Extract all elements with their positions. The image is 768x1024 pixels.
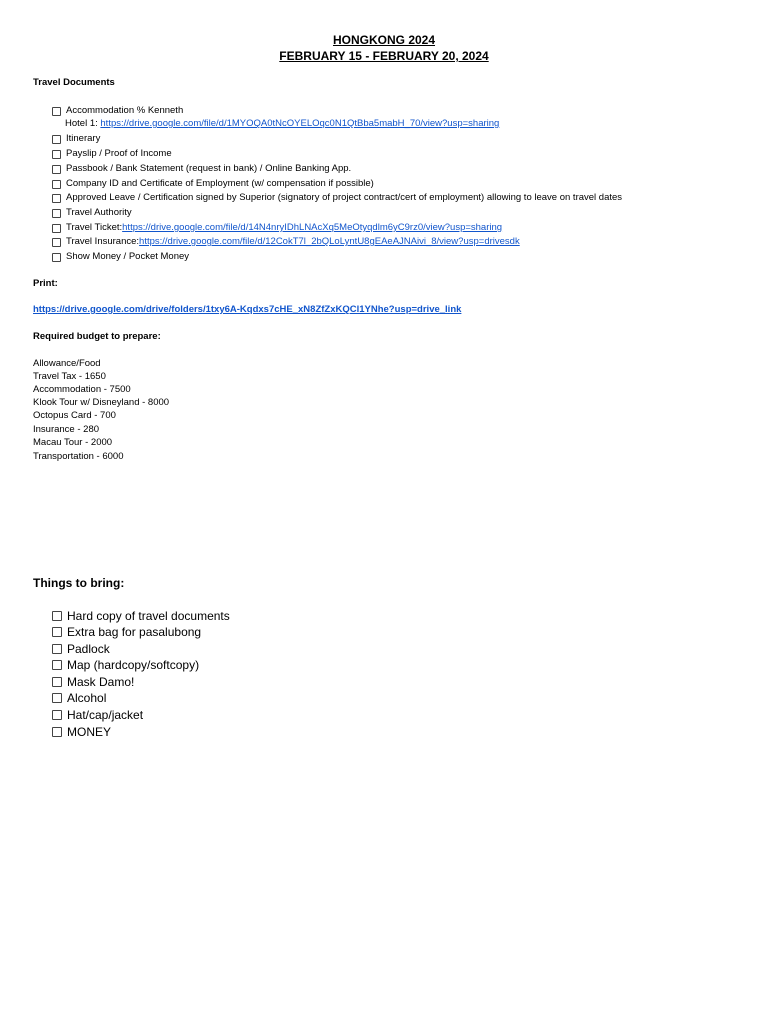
bring-item-label: Mask Damo! [67,675,135,689]
bring-item [52,708,143,722]
checkbox[interactable] [52,107,61,116]
checklist-item-show-money [52,251,189,263]
budget-item: Allowance/Food [33,358,101,369]
checklist-item-label: Travel Authority [66,207,132,218]
budget-item: Travel Tax - 1650 [33,371,106,382]
checklist-item-label: Company ID and Certificate of Employment (w/ compensation if possible) [66,178,374,189]
checklist-item-label: Passbook / Bank Statement (request in bank) / Online Banking App. [66,163,352,174]
bring-item [52,642,110,656]
checklist-item-itinerary [52,133,100,145]
bring-item-label: Hard copy of travel documents [67,609,230,623]
checkbox[interactable] [52,180,61,189]
checkbox[interactable] [52,627,62,637]
checkbox[interactable] [52,611,62,621]
checklist-item-passbook [52,163,351,175]
hotel-line [65,118,499,130]
bring-item-label: Hat/cap/jacket [67,708,144,722]
insurance-link[interactable]: https://drive.google.com/file/d/12CokT7l_2bQLoLyntU8gEAeAJNAivi_8/view?usp=drivesdk [139,236,520,247]
bring-item [52,609,230,623]
bring-item [52,725,111,739]
checkbox[interactable] [52,677,62,687]
ticket-link[interactable]: https://drive.google.com/file/d/14N4nryIDhLNAcXq5MeOtyqdlm6yC9rz0/view?usp=sharing [122,222,503,233]
travel-documents-heading: Travel Documents [33,77,115,88]
document-title: HONGKONG 2024 [332,33,436,47]
checklist-item-label: Itinerary [66,133,101,144]
bring-item-label: Alcohol [67,691,107,705]
checklist-item-label: Show Money / Pocket Money [66,251,190,262]
insurance-label: Travel Insurance: [66,236,140,247]
budget-item: Klook Tour w/ Disneyland - 8000 [33,397,170,408]
checklist-item-label: Payslip / Proof of Income [66,148,172,159]
checkbox[interactable] [52,644,62,654]
hotel-link[interactable]: https://drive.google.com/file/d/1MYOQA0tNcOYELOqc0N1QtBba5mabH_70/view?usp=sharing [100,118,500,129]
bring-item-label: Map (hardcopy/softcopy) [67,658,200,672]
budget-item: Transportation - 6000 [33,451,124,462]
checkbox[interactable] [52,710,62,720]
bring-item [52,675,134,689]
checkbox[interactable] [52,253,61,262]
checkbox[interactable] [52,727,62,737]
checklist-item-accommodation [52,105,183,117]
bring-item-label: MONEY [67,725,112,739]
budget-item: Macau Tour - 2000 [33,437,113,448]
checkbox[interactable] [52,238,61,247]
budget-item: Octopus Card - 700 [33,410,116,421]
checklist-item-travel-authority [52,207,132,219]
checkbox[interactable] [52,165,61,174]
bring-item [52,658,199,672]
budget-item: Insurance - 280 [33,424,100,435]
checklist-item-approved-leave [52,192,622,204]
print-folder-link[interactable]: https://drive.google.com/drive/folders/1txy6A-Kqdxs7cHE_xN8ZfZxKQCl1YNhe?usp=drive_link [33,304,462,315]
checkbox[interactable] [52,194,61,203]
checklist-item-label: Approved Leave / Certification signed by Superior (signatory of project contract/cert of employment) allowing to leave on travel dates [66,192,623,203]
bring-item [52,625,201,639]
print-heading: Print: [33,278,58,289]
checklist-item-label: Accommodation % Kenneth [66,105,184,116]
checklist-item-company-id [52,178,374,190]
checklist-item-payslip [52,148,172,160]
checkbox[interactable] [52,224,61,233]
document-date-range: FEBRUARY 15 - FEBRUARY 20, 2024 [279,49,489,63]
things-to-bring-heading: Things to bring: [33,576,125,590]
checkbox[interactable] [52,693,62,703]
checkbox[interactable] [52,660,62,670]
checkbox[interactable] [52,135,61,144]
budget-heading: Required budget to prepare: [33,331,161,342]
checkbox[interactable] [52,209,61,218]
budget-item: Accommodation - 7500 [33,384,131,395]
bring-item [52,691,106,705]
bring-item-label: Padlock [67,642,110,656]
bring-item-label: Extra bag for pasalubong [67,625,202,639]
checklist-item-travel-insurance [52,236,520,248]
checkbox[interactable] [52,150,61,159]
hotel-label: Hotel 1: [65,118,101,129]
checklist-item-travel-ticket [52,222,502,234]
ticket-label: Travel Ticket: [66,222,123,233]
